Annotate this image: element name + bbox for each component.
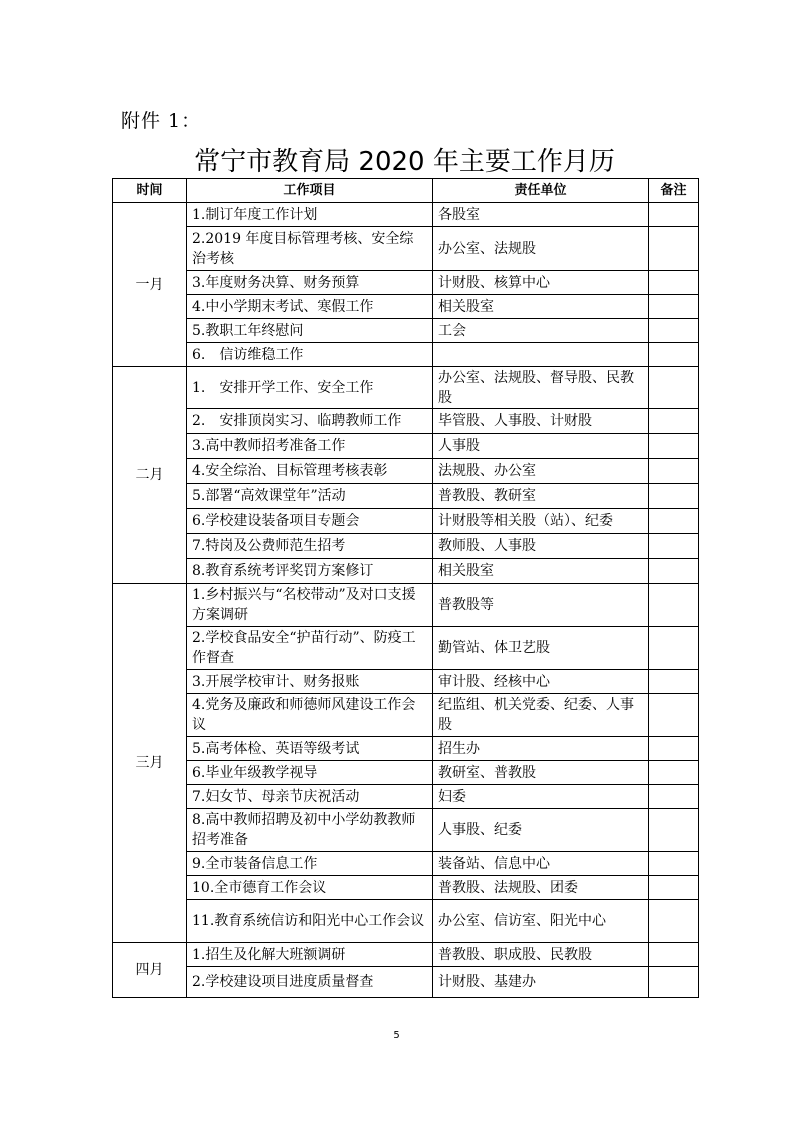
document-title: 常宁市教育局 2020 年主要工作月历 (194, 147, 615, 177)
remarks-cell (649, 484, 699, 509)
responsible-unit-cell: 普教股、法规股、团委 (433, 876, 649, 900)
remarks-cell (649, 559, 699, 584)
responsible-unit-cell: 纪监组、机关党委、纪委、人事股 (433, 694, 649, 737)
responsible-unit-cell: 招生办 (433, 737, 649, 761)
work-item-cell: 10.全市德育工作会议 (187, 876, 433, 900)
remarks-cell (649, 943, 699, 967)
table-row (113, 459, 699, 484)
table-row (113, 852, 699, 876)
responsible-unit-cell: 装备站、信息中心 (433, 852, 649, 876)
table-row (113, 876, 699, 900)
remarks-cell (649, 876, 699, 900)
table-row (113, 559, 699, 584)
attachment-label: 附件 1： (121, 110, 202, 132)
table-row (113, 694, 699, 737)
work-item-cell: 5.高考体检、英语等级考试 (187, 737, 433, 761)
remarks-cell (649, 271, 699, 295)
work-item-cell: 1.制订年度工作计划 (187, 203, 433, 227)
table-row (113, 534, 699, 559)
page-number: 5 (393, 1030, 400, 1041)
table-row (113, 319, 699, 343)
remarks-cell (649, 761, 699, 785)
table-row (113, 967, 699, 998)
responsible-unit-cell: 毕管股、人事股、计财股 (433, 409, 649, 434)
remarks-cell (649, 203, 699, 227)
table-row (113, 271, 699, 295)
responsible-unit-cell: 普教股、教研室 (433, 484, 649, 509)
responsible-unit-cell: 计财股、核算中心 (433, 271, 649, 295)
remarks-cell (649, 852, 699, 876)
header-row (113, 179, 699, 203)
remarks-cell (649, 509, 699, 534)
remarks-cell (649, 670, 699, 694)
table-row (113, 343, 699, 367)
responsible-unit-cell: 计财股、基建办 (433, 967, 649, 998)
work-item-cell: 2.学校食品安全“护苗行动”、防疫工作督查 (187, 627, 433, 670)
work-item-cell: 3.年度财务决算、财务预算 (187, 271, 433, 295)
responsible-unit-cell: 人事股 (433, 434, 649, 459)
remarks-cell (649, 627, 699, 670)
responsible-unit-cell: 各股室 (433, 203, 649, 227)
remarks-cell (649, 694, 699, 737)
responsible-unit-cell: 办公室、信访室、阳光中心 (433, 900, 649, 943)
remarks-cell (649, 434, 699, 459)
responsible-unit-cell: 相关股室 (433, 559, 649, 584)
table-row (113, 203, 699, 227)
work-item-cell: 1.招生及化解大班额调研 (187, 943, 433, 967)
remarks-cell (649, 900, 699, 943)
work-item-cell: 4.党务及廉政和师德师风建设工作会议 (187, 694, 433, 737)
responsible-unit-cell: 普教股、职成股、民教股 (433, 943, 649, 967)
work-item-cell: 5.部署“高效课堂年”活动 (187, 484, 433, 509)
work-item-cell: 11.教育系统信访和阳光中心工作会议 (187, 900, 433, 943)
remarks-cell (649, 737, 699, 761)
work-calendar-table (112, 178, 699, 998)
header-remarks: 备注 (649, 179, 699, 203)
work-item-cell: 1.乡村振兴与“名校带动”及对口支援方案调研 (187, 584, 433, 627)
month-cell: 四月 (113, 943, 187, 998)
remarks-cell (649, 785, 699, 809)
table-row (113, 484, 699, 509)
work-item-cell: 6.学校建设装备项目专题会 (187, 509, 433, 534)
work-item-cell: 1. 安排开学工作、安全工作 (187, 367, 433, 409)
responsible-unit-cell: 工会 (433, 319, 649, 343)
work-item-cell: 9.全市装备信息工作 (187, 852, 433, 876)
month-cell: 二月 (113, 367, 187, 584)
work-item-cell: 6. 信访维稳工作 (187, 343, 433, 367)
work-item-cell: 7.妇女节、母亲节庆祝活动 (187, 785, 433, 809)
responsible-unit-cell: 计财股等相关股（站）、纪委 (433, 509, 649, 534)
month-cell: 三月 (113, 584, 187, 943)
work-item-cell: 2.2019 年度目标管理考核、安全综治考核 (187, 227, 433, 271)
remarks-cell (649, 295, 699, 319)
responsible-unit-cell: 审计股、经核中心 (433, 670, 649, 694)
table-row (113, 434, 699, 459)
responsible-unit-cell: 办公室、法规股 (433, 227, 649, 271)
table-row (113, 737, 699, 761)
work-item-cell: 7.特岗及公费师范生招考 (187, 534, 433, 559)
remarks-cell (649, 343, 699, 367)
work-item-cell: 5.教职工年终慰问 (187, 319, 433, 343)
table-row (113, 409, 699, 434)
work-item-cell: 2. 安排顶岗实习、临聘教师工作 (187, 409, 433, 434)
table-body (113, 203, 699, 998)
responsible-unit-cell: 勤管站、体卫艺股 (433, 627, 649, 670)
remarks-cell (649, 967, 699, 998)
table-row (113, 943, 699, 967)
table-row (113, 584, 699, 627)
table-row (113, 809, 699, 852)
table-row (113, 670, 699, 694)
responsible-unit-cell: 办公室、法规股、督导股、民教股 (433, 367, 649, 409)
work-item-cell: 2.学校建设项目进度质量督查 (187, 967, 433, 998)
responsible-unit-cell: 普教股等 (433, 584, 649, 627)
table-row (113, 367, 699, 409)
work-item-cell: 4.中小学期末考试、寒假工作 (187, 295, 433, 319)
header-time: 时间 (113, 179, 187, 203)
table-row (113, 761, 699, 785)
responsible-unit-cell: 妇委 (433, 785, 649, 809)
remarks-cell (649, 227, 699, 271)
remarks-cell (649, 319, 699, 343)
remarks-cell (649, 367, 699, 409)
table-row (113, 227, 699, 271)
responsible-unit-cell: 相关股室 (433, 295, 649, 319)
remarks-cell (649, 409, 699, 434)
work-item-cell: 8.高中教师招聘及初中小学幼教教师招考准备 (187, 809, 433, 852)
month-cell: 一月 (113, 203, 187, 367)
work-item-cell: 3.高中教师招考准备工作 (187, 434, 433, 459)
work-item-cell: 3.开展学校审计、财务报账 (187, 670, 433, 694)
table-row (113, 295, 699, 319)
remarks-cell (649, 584, 699, 627)
responsible-unit-cell (433, 343, 649, 367)
remarks-cell (649, 459, 699, 484)
remarks-cell (649, 809, 699, 852)
table-row (113, 900, 699, 943)
header-work-item: 工作项目 (187, 179, 433, 203)
work-item-cell: 6.毕业年级教学视导 (187, 761, 433, 785)
work-item-cell: 4.安全综治、目标管理考核表彰 (187, 459, 433, 484)
responsible-unit-cell: 教研室、普教股 (433, 761, 649, 785)
table-row (113, 785, 699, 809)
work-item-cell: 8.教育系统考评奖罚方案修订 (187, 559, 433, 584)
table-row (113, 627, 699, 670)
responsible-unit-cell: 教师股、人事股 (433, 534, 649, 559)
table-row (113, 509, 699, 534)
header-responsible-unit: 责任单位 (433, 179, 649, 203)
responsible-unit-cell: 人事股、纪委 (433, 809, 649, 852)
remarks-cell (649, 534, 699, 559)
responsible-unit-cell: 法规股、办公室 (433, 459, 649, 484)
